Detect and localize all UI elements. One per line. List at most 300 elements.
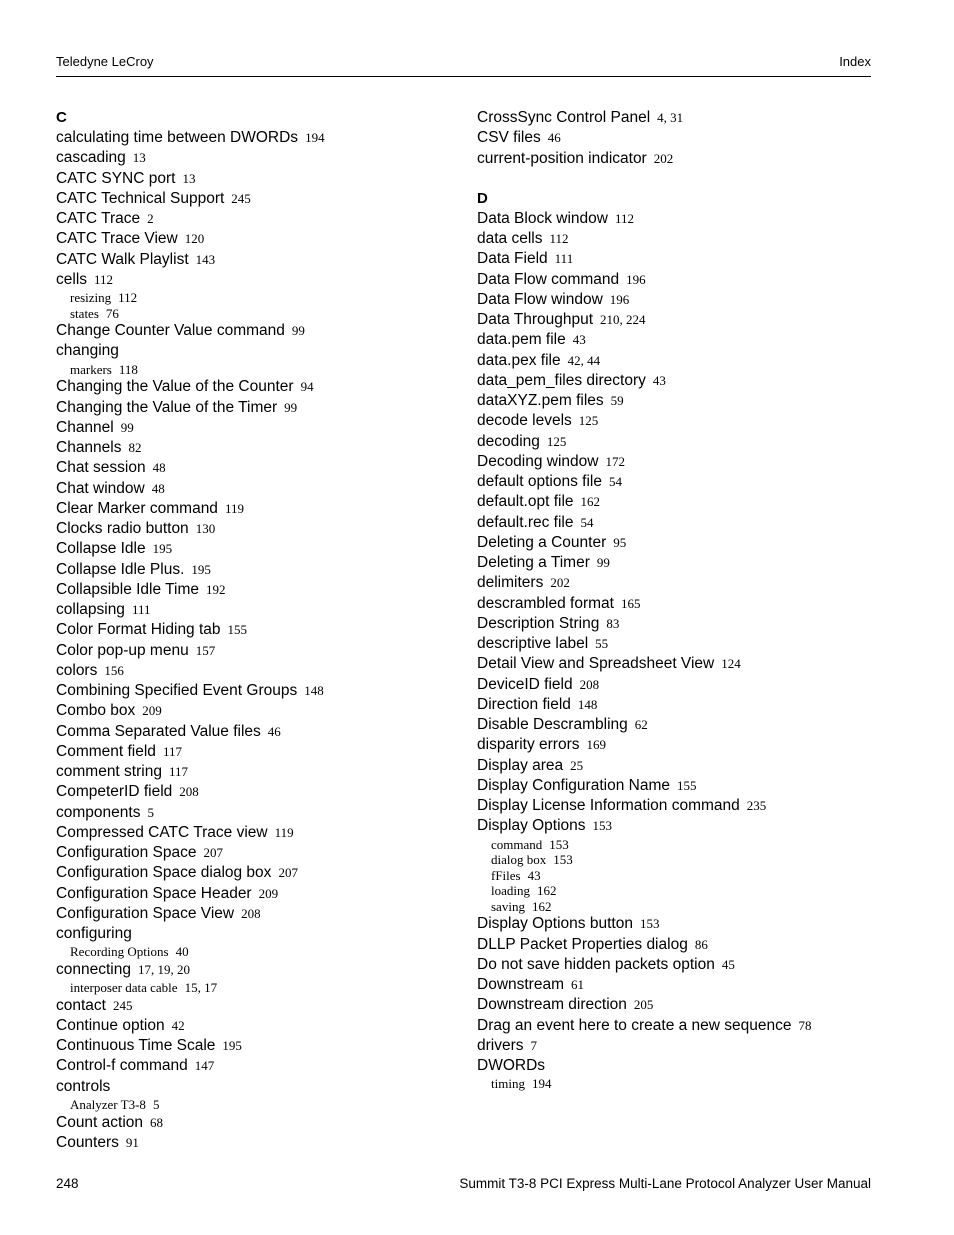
index-entry — [477, 975, 877, 995]
index-entry — [477, 290, 877, 310]
index-page-ref[interactable]: 209 — [142, 703, 162, 719]
index-page-ref[interactable]: 195 — [222, 1038, 242, 1054]
index-entry — [477, 411, 877, 431]
index-page-ref[interactable]: 195 — [191, 561, 211, 577]
index-entry — [477, 816, 877, 836]
index-page-ref[interactable]: 148 — [304, 683, 324, 699]
index-entry — [56, 321, 456, 341]
index-term: components — [56, 803, 141, 821]
index-term: Chat window — [56, 479, 145, 497]
index-entry — [56, 1056, 456, 1076]
index-term: Color Format Hiding tab — [56, 621, 221, 639]
index-entry — [56, 341, 456, 361]
index-term: Collapse Idle Plus. — [56, 560, 185, 578]
index-page-ref[interactable]: 68 — [150, 1114, 164, 1130]
index-entry — [56, 1036, 456, 1056]
index-entry — [56, 519, 456, 539]
index-letter-heading: C — [56, 109, 67, 126]
index-term: Clocks radio button — [56, 520, 189, 538]
index-page-ref[interactable]: 59 — [610, 393, 624, 408]
index-page-ref[interactable]: 99 — [596, 555, 610, 570]
index-term: Comma Separated Value files — [56, 722, 261, 740]
index-page-ref[interactable]: 195 — [152, 541, 173, 557]
index-term: saving — [491, 898, 525, 914]
index-page-ref[interactable]: 117 — [162, 743, 182, 759]
index-term: interposer data cable — [70, 980, 178, 996]
index-entry — [56, 661, 456, 681]
index-entry — [477, 573, 877, 593]
page-header — [56, 52, 871, 77]
index-page-ref[interactable]: 78 — [798, 1017, 812, 1033]
index-term: DLLP Packet Properties dialog — [477, 935, 688, 953]
index-page-ref[interactable]: 46 — [547, 130, 561, 146]
index-page-ref[interactable]: 235 — [746, 798, 767, 813]
index-term: colors — [56, 661, 98, 679]
index-term: CATC SYNC port — [56, 169, 176, 187]
index-page-ref[interactable]: 99 — [120, 419, 134, 435]
index-entry — [477, 796, 877, 816]
index-entry — [56, 722, 456, 742]
index-entry — [477, 371, 877, 391]
index-entry — [56, 1133, 456, 1153]
index-page-ref[interactable]: 91 — [125, 1134, 139, 1150]
index-page-ref[interactable]: 48 — [151, 480, 165, 496]
index-entry — [56, 148, 456, 168]
index-term: Downstream direction — [477, 996, 627, 1014]
index-entry — [477, 209, 877, 229]
index-term: CATC Trace View — [56, 230, 178, 248]
index-page-ref[interactable]: 94 — [300, 379, 314, 395]
index-page-ref[interactable]: 95 — [613, 534, 627, 550]
index-subentry — [477, 868, 877, 884]
index-page-ref[interactable]: 112 — [614, 210, 634, 226]
index-term: CATC Technical Support — [56, 189, 225, 207]
index-page-ref[interactable]: 42, 44 — [567, 352, 601, 368]
index-entry — [477, 249, 877, 269]
index-term: Count action — [56, 1113, 144, 1131]
index-entry — [56, 681, 456, 701]
index-term: Configuration Space Header — [56, 884, 252, 902]
index-entry — [477, 914, 877, 934]
index-page-ref[interactable]: 43 — [652, 372, 666, 388]
index-page-ref[interactable]: 40 — [175, 944, 189, 960]
index-term: Data Field — [477, 250, 548, 268]
index-entry — [56, 863, 456, 883]
index-term: cells — [56, 270, 88, 288]
index-entry — [477, 1056, 877, 1076]
index-subentry — [56, 1097, 456, 1113]
index-page-ref[interactable]: 192 — [206, 581, 226, 597]
header-company: Teledyne LeCroy — [56, 54, 154, 69]
index-term: descriptive label — [477, 635, 589, 652]
index-page-ref[interactable]: 112 — [549, 231, 569, 246]
index-term: decoding — [477, 432, 540, 450]
index-term: current-position indicator — [477, 149, 647, 167]
index-page-ref[interactable]: 125 — [546, 433, 567, 449]
index-entry — [56, 438, 456, 458]
index-page-ref[interactable]: 147 — [194, 1058, 215, 1074]
index-page-ref[interactable]: 5 — [152, 1096, 160, 1112]
index-page-ref[interactable]: 45 — [721, 956, 735, 972]
index-entry — [477, 452, 877, 472]
index-term: Color pop-up menu — [56, 641, 189, 659]
index-term: Channel — [56, 418, 114, 436]
index-entry — [477, 128, 877, 148]
index-page-ref[interactable]: 125 — [578, 413, 599, 429]
index-term: changing — [56, 342, 119, 360]
index-entry — [477, 149, 877, 169]
index-term: Display Options button — [477, 915, 633, 933]
index-page-ref[interactable]: 117 — [168, 764, 188, 780]
index-column-left — [56, 108, 456, 1153]
index-page-ref[interactable]: 4, 31 — [657, 110, 684, 125]
page-number: 248 — [56, 1176, 79, 1191]
index-entry — [477, 995, 877, 1015]
index-subentry — [56, 362, 456, 378]
index-term: configuring — [56, 925, 132, 943]
index-entry — [477, 492, 877, 512]
index-page-ref[interactable]: 143 — [195, 251, 216, 267]
index-entry — [56, 996, 456, 1016]
index-subentry — [477, 899, 877, 915]
index-term: Changing the Value of the Counter — [56, 378, 294, 396]
index-entry — [56, 1016, 456, 1036]
index-term: drivers — [477, 1036, 524, 1054]
index-entry — [477, 310, 877, 330]
index-term: descrambled format — [477, 594, 614, 612]
index-entry — [56, 539, 456, 559]
index-entry — [477, 1016, 877, 1036]
index-page-ref[interactable]: 194 — [305, 130, 325, 145]
index-page-ref[interactable]: 111 — [131, 602, 151, 618]
index-entry — [56, 479, 456, 499]
index-subentry — [477, 837, 877, 853]
index-page-ref[interactable]: 54 — [608, 474, 622, 489]
index-term: controls — [56, 1077, 111, 1095]
index-entry — [56, 250, 456, 270]
index-entry — [56, 924, 456, 944]
index-term: delimiters — [477, 574, 544, 592]
index-term: default.rec file — [477, 513, 574, 531]
index-entry — [56, 843, 456, 863]
index-page-ref[interactable]: 99 — [284, 399, 298, 415]
index-page-ref[interactable]: 55 — [595, 636, 609, 651]
index-page-ref[interactable]: 43 — [527, 867, 541, 883]
index-term: collapsing — [56, 601, 125, 619]
index-term: DeviceID field — [477, 675, 573, 693]
index-entry — [477, 614, 877, 634]
index-term: data cells — [477, 230, 543, 247]
index-entry — [56, 128, 456, 148]
index-page-ref[interactable]: 130 — [195, 521, 216, 537]
index-entry — [477, 270, 877, 290]
index-page-ref[interactable]: 112 — [118, 290, 138, 305]
index-term: Analyzer T3-8 — [70, 1096, 146, 1112]
index-page-ref[interactable]: 209 — [258, 885, 279, 901]
index-entry — [477, 594, 877, 614]
index-entry — [477, 735, 877, 755]
index-page-ref[interactable]: 169 — [586, 737, 606, 753]
index-entry — [56, 960, 456, 980]
index-term: command — [491, 836, 543, 852]
index-page-ref[interactable]: 5 — [147, 804, 154, 820]
index-page-ref[interactable]: 17, 19, 20 — [137, 961, 190, 977]
index-entry — [477, 472, 877, 492]
index-page-ref[interactable]: 153 — [553, 852, 573, 868]
index-page-ref[interactable]: 207 — [278, 865, 298, 881]
index-page-ref[interactable]: 61 — [571, 977, 584, 993]
index-entry — [477, 229, 877, 249]
index-term: Direction field — [477, 695, 571, 713]
index-page-ref[interactable]: 7 — [530, 1037, 538, 1053]
index-entry — [477, 391, 877, 411]
index-page-ref[interactable]: 153 — [549, 836, 569, 852]
index-page-ref[interactable]: 54 — [580, 514, 594, 530]
index-term: Counters — [56, 1133, 119, 1151]
index-term: data_pem_files directory — [477, 371, 646, 389]
index-entry — [477, 634, 877, 654]
index-term: Configuration Space View — [56, 904, 235, 922]
index-page-ref[interactable]: 207 — [203, 845, 223, 861]
index-term: default options file — [477, 473, 602, 490]
index-term: Changing the Value of the Timer — [56, 398, 278, 416]
index-term: Display Options — [477, 817, 586, 835]
manual-title: Summit T3-8 PCI Express Multi-Lane Protocol Analyzer User Manual — [459, 1176, 871, 1191]
index-entry — [56, 762, 456, 782]
index-entry — [477, 776, 877, 796]
index-entry — [56, 189, 456, 209]
index-entry — [56, 499, 456, 519]
index-entry — [477, 351, 877, 371]
index-term: default.opt file — [477, 493, 574, 511]
index-term: connecting — [56, 960, 131, 978]
index-page-ref[interactable]: 162 — [580, 494, 601, 510]
index-term: Disable Descrambling — [477, 716, 628, 733]
index-term: markers — [70, 361, 112, 377]
index-entry — [56, 1113, 456, 1133]
index-page-ref[interactable]: 202 — [550, 575, 570, 591]
index-term: CompeterID field — [56, 783, 173, 801]
index-term: Configuration Space dialog box — [56, 864, 272, 882]
index-column-right — [477, 108, 877, 1092]
index-term: CrossSync Control Panel — [477, 109, 651, 126]
index-page-ref[interactable]: 86 — [694, 936, 708, 952]
index-term: DWORDs — [477, 1057, 546, 1075]
index-term: Drag an event here to create a new sequence — [477, 1016, 792, 1034]
index-entry — [56, 398, 456, 418]
index-page-ref[interactable]: 208 — [579, 676, 600, 692]
index-term: Display License Information command — [477, 797, 740, 814]
index-page-ref[interactable]: 245 — [231, 190, 251, 206]
index-term: cascading — [56, 149, 126, 167]
index-page-ref[interactable]: 245 — [112, 997, 133, 1013]
index-subentry — [477, 883, 877, 899]
index-entry — [56, 377, 456, 397]
index-term: Compressed CATC Trace view — [56, 823, 268, 841]
index-page-ref[interactable]: 76 — [105, 305, 119, 321]
index-page-ref[interactable]: 13 — [132, 150, 146, 166]
index-term: Downstream — [477, 976, 564, 994]
index-term: dataXYZ.pem files — [477, 392, 604, 409]
index-term: Configuration Space — [56, 844, 197, 862]
index-term: Detail View and Spreadsheet View — [477, 655, 715, 673]
index-term: CATC Walk Playlist — [56, 250, 189, 268]
index-entry — [56, 229, 456, 249]
index-page-ref[interactable]: 25 — [570, 757, 584, 773]
index-term: decode levels — [477, 412, 572, 430]
index-entry — [477, 654, 877, 674]
index-term: Combining Specified Event Groups — [56, 682, 298, 700]
index-term: Decoding window — [477, 452, 599, 470]
index-term: Data Throughput — [477, 311, 594, 328]
index-term: Data Block window — [477, 209, 608, 227]
index-page-ref[interactable]: 120 — [184, 231, 205, 247]
index-page-ref[interactable]: 99 — [291, 323, 305, 339]
index-page-ref[interactable]: 119 — [224, 500, 244, 516]
index-term: Control-f command — [56, 1057, 188, 1075]
index-page-ref[interactable]: 157 — [195, 642, 216, 658]
index-page-ref[interactable]: 162 — [537, 883, 557, 899]
index-subentry — [477, 1076, 877, 1092]
index-entry — [56, 782, 456, 802]
index-term: CATC Trace — [56, 210, 141, 227]
index-letter-heading: D — [477, 189, 488, 207]
index-page-ref[interactable]: 196 — [626, 271, 646, 287]
index-term: loading — [491, 883, 530, 899]
index-entry — [56, 803, 456, 823]
index-entry — [477, 955, 877, 975]
index-term: comment string — [56, 763, 162, 781]
index-page-ref[interactable]: 172 — [605, 453, 625, 469]
index-term: Continue option — [56, 1016, 165, 1034]
index-page-ref[interactable]: 205 — [633, 997, 654, 1013]
index-entry — [477, 108, 877, 128]
index-page-ref[interactable]: 202 — [653, 150, 674, 166]
index-term: states — [70, 305, 99, 321]
index-entry — [56, 418, 456, 438]
index-term: Channels — [56, 439, 122, 457]
page-footer — [56, 1176, 871, 1196]
index-term: calculating time between DWORDs — [56, 129, 299, 146]
index-page-ref[interactable]: 148 — [577, 696, 598, 712]
index-term: data.pem file — [477, 331, 566, 349]
index-page-ref[interactable]: 82 — [128, 440, 142, 456]
index-entry — [477, 513, 877, 533]
index-term: Data Flow window — [477, 290, 603, 308]
index-entry — [56, 620, 456, 640]
section-gap — [477, 169, 877, 189]
index-term: dialog box — [491, 852, 547, 868]
index-subentry — [56, 980, 456, 996]
index-entry — [56, 560, 456, 580]
index-page-ref[interactable]: 156 — [104, 662, 124, 678]
index-term: Description String — [477, 614, 600, 632]
index-entry — [56, 1077, 456, 1097]
index-term: Continuous Time Scale — [56, 1037, 216, 1055]
index-term: Change Counter Value command — [56, 322, 285, 340]
index-term: Do not save hidden packets option — [477, 955, 715, 973]
index-term: Recording Options — [70, 944, 169, 960]
index-term: Display Configuration Name — [477, 776, 670, 794]
index-page-ref[interactable]: 48 — [152, 460, 166, 476]
index-term: Collapse Idle — [56, 540, 146, 558]
index-entry — [56, 169, 456, 189]
index-page-ref[interactable]: 112 — [94, 271, 114, 287]
index-page-ref[interactable]: 196 — [609, 291, 630, 307]
index-page-ref[interactable]: 153 — [592, 818, 613, 834]
index-term: Comment field — [56, 742, 156, 760]
index-entry — [56, 270, 456, 290]
header-section: Index — [839, 54, 871, 69]
index-entry — [56, 904, 456, 924]
index-page-ref[interactable]: 119 — [274, 824, 294, 840]
index-page-ref[interactable]: 155 — [676, 777, 697, 793]
index-term: Deleting a Counter — [477, 533, 607, 551]
index-entry — [56, 823, 456, 843]
index-entry — [477, 935, 877, 955]
index-page-ref[interactable]: 2 — [147, 211, 154, 226]
index-entry — [477, 533, 877, 553]
index-entry — [477, 1036, 877, 1056]
index-term: Collapsible Idle Time — [56, 580, 200, 598]
index-entry — [56, 209, 456, 229]
index-page-ref[interactable]: 194 — [531, 1076, 552, 1092]
index-entry — [477, 695, 877, 715]
index-subentry — [56, 306, 456, 322]
index-entry — [477, 330, 877, 350]
index-term: Clear Marker command — [56, 499, 218, 517]
index-page-ref[interactable]: 155 — [227, 622, 248, 638]
index-entry — [477, 553, 877, 573]
index-term: resizing — [70, 290, 112, 305]
index-page-ref[interactable]: 124 — [721, 656, 741, 672]
index-entry — [56, 742, 456, 762]
index-term: Data Flow command — [477, 270, 620, 288]
index-page-ref[interactable]: 46 — [267, 723, 281, 739]
index-page-ref[interactable]: 62 — [634, 717, 648, 732]
index-term: timing — [491, 1076, 525, 1092]
index-entry — [477, 756, 877, 776]
index-term: data.pex file — [477, 351, 561, 369]
index-page-ref[interactable]: 83 — [606, 615, 620, 631]
index-term: Combo box — [56, 702, 136, 720]
index-page-ref[interactable]: 165 — [620, 595, 641, 611]
index-entry — [56, 458, 456, 478]
index-page-ref[interactable]: 208 — [179, 784, 199, 800]
index-term: Chat session — [56, 459, 146, 477]
index-page-ref[interactable]: 208 — [241, 905, 261, 921]
index-page-ref[interactable]: 15, 17 — [184, 980, 218, 996]
index-entry — [56, 580, 456, 600]
index-page-ref[interactable]: 162 — [531, 898, 552, 914]
index-term: contact — [56, 996, 106, 1014]
index-page-ref[interactable]: 111 — [554, 251, 574, 267]
index-subentry — [56, 944, 456, 960]
index-page-ref[interactable]: 210, 224 — [600, 312, 646, 327]
index-entry — [56, 701, 456, 721]
index-page-ref[interactable]: 118 — [118, 361, 138, 377]
index-entry — [56, 884, 456, 904]
index-page-ref[interactable]: 42 — [171, 1017, 185, 1033]
index-page-ref[interactable]: 153 — [639, 916, 660, 932]
index-page-ref[interactable]: 43 — [572, 332, 586, 348]
index-term: CSV files — [477, 129, 541, 147]
index-page-ref[interactable]: 13 — [182, 170, 196, 186]
index-term: disparity errors — [477, 736, 580, 754]
index-term: Display area — [477, 756, 564, 774]
index-entry — [477, 432, 877, 452]
index-entry — [477, 675, 877, 695]
